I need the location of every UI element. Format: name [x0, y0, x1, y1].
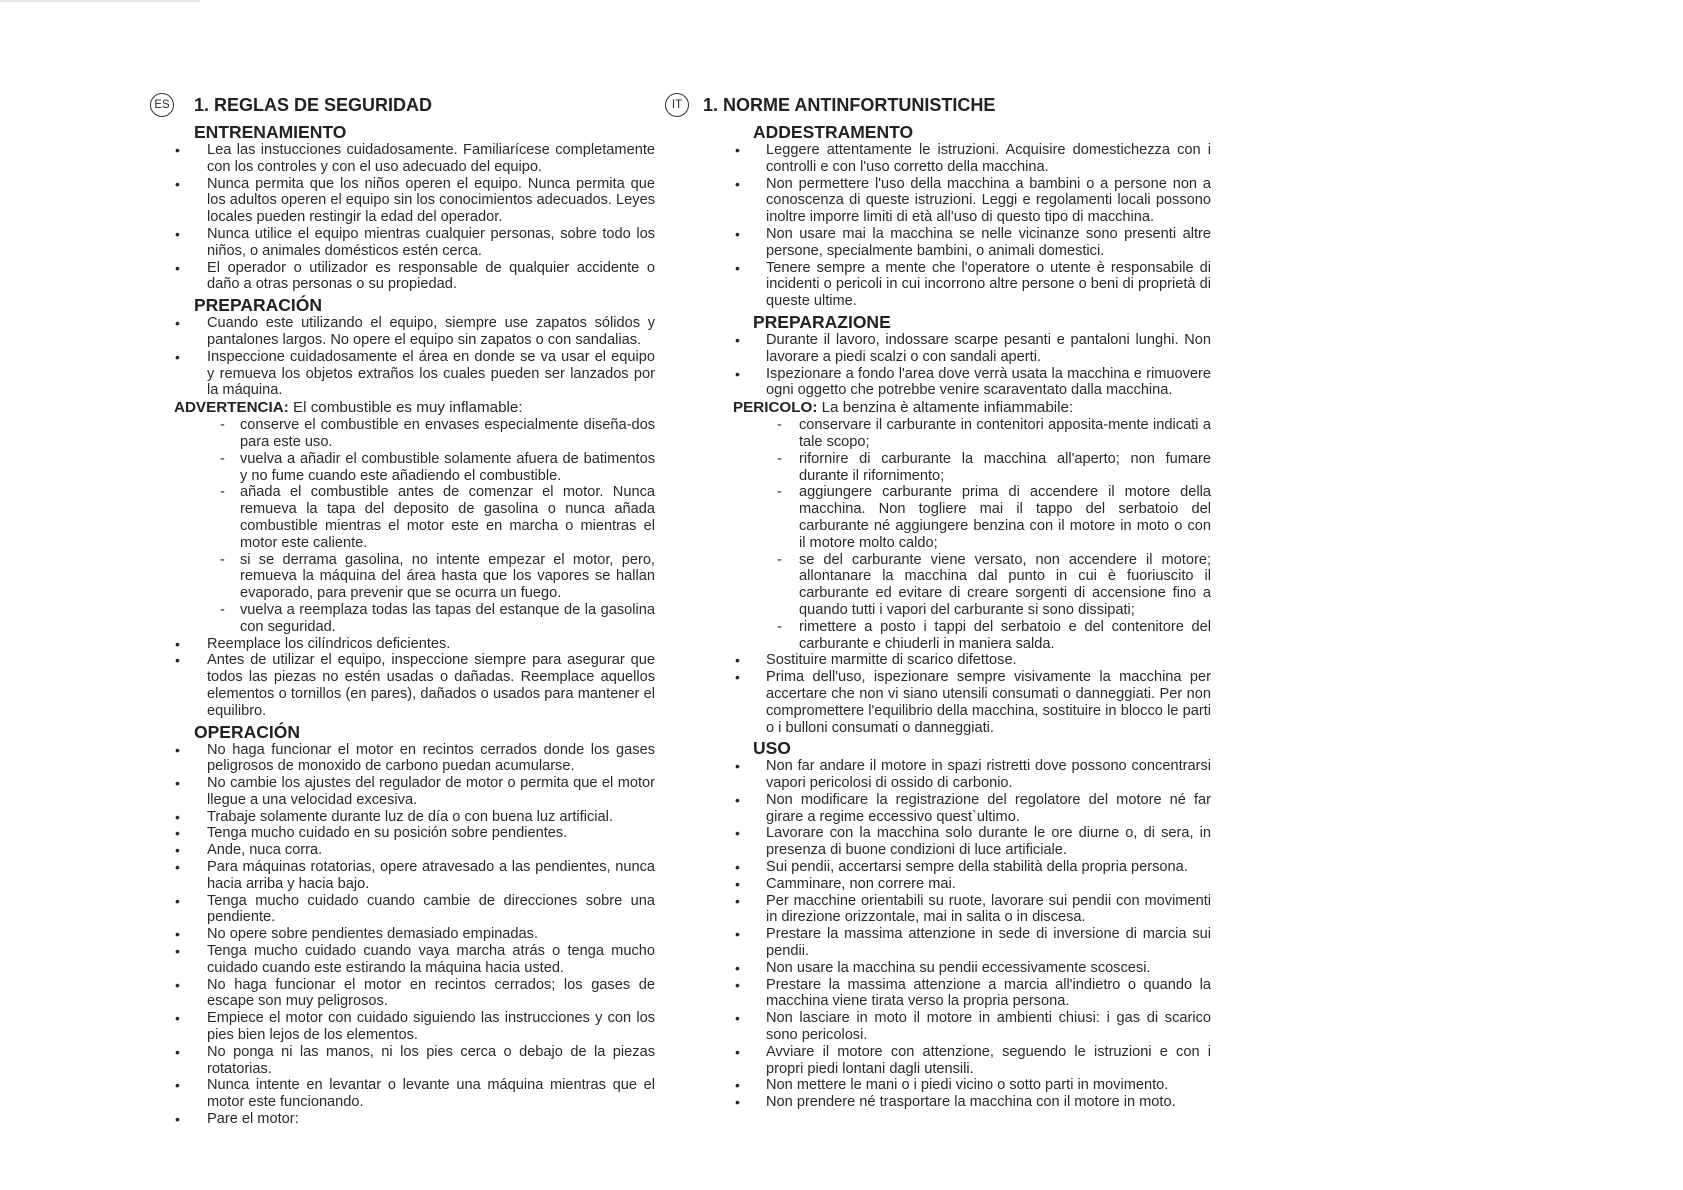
list-item: - conservare il carburante in contenitori apposita-mente indicati a tale scopo;: [703, 417, 1211, 451]
heading-preparation-es: PREPARACIÓN: [194, 295, 323, 316]
list-item: • Prestare la massima attenzione in sede di inversione di marcia sui pendii.: [703, 926, 1211, 960]
list-item: • Non prendere né trasportare la macchina con il motore in moto.: [703, 1094, 1211, 1111]
list-item: • No opere sobre pendientes demasiado empinadas.: [150, 926, 655, 943]
section-header-es: [150, 90, 655, 120]
preparation-list-it: [703, 332, 1211, 399]
list-item: • Nunca utilice el equipo mientras cualquier personas, sobre todo los niños, o animales domésticos estén cerca.: [150, 226, 655, 260]
list-item: - añada el combustible antes de comenzar el motor. Nunca remueva la tapa del deposito de gasolina o nunca añada combustible mientras el motor este en marcha o mientras el motor este caliente.: [150, 484, 655, 551]
heading-training-it: ADDESTRAMENTO: [753, 122, 914, 142]
list-item: • Tenga mucho cuidado en su posición sobre pendientes.: [150, 825, 655, 842]
warning-list-it: [703, 417, 1211, 652]
list-item: • Tenga mucho cuidado cuando vaya marcha atrás o tenga mucho cuidado cuando este estirando la máquina hacia usted.: [150, 943, 655, 977]
list-item: • Antes de utilizar el equipo, inspeccione siempre para asegurar que todos las piezas no estén usadas o dañadas. Reemplace aquellos elementos o tornillos (en pares), dañados o usados para mantener el equilibro.: [150, 652, 655, 719]
warning-line-es: [174, 399, 655, 417]
list-item: • Leggere attentamente le istruzioni. Acquisire domestichezza con i controlli e con l'uso corretto della macchina.: [703, 142, 1211, 176]
list-item: • Lavorare con la macchina solo durante le ore diurne o, di sera, in presenza di buone condizioni di luce artificiale.: [703, 825, 1211, 859]
list-item: • Camminare, non correre mai.: [703, 876, 1211, 893]
language-badge-it: IT: [665, 93, 689, 117]
warning-label-it: PERICOLO:: [733, 399, 818, 417]
list-item: - si se derrama gasolina, no intente empezar el motor, pero, remueva la máquina del área hasta que los vapores se hallan evaporado, para prevenir que se ocurra un fuego.: [150, 552, 655, 602]
list-item: • Per macchine orientabili su ruote, lavorare sui pendii con movimenti in direzione orizzontale, mai in salita o in discesa.: [703, 893, 1211, 927]
training-list-it: [703, 142, 1211, 310]
preparation-list-2-es: [150, 636, 655, 720]
list-item: • Nunca permita que los niños operen el equipo. Nunca permita que los adultos operen el equipo sin los conocimientos adecuados. Leyes locales pueden restingir la edad del operador.: [150, 176, 655, 226]
warning-text-it: La benzina è altamente infiammabile:: [817, 399, 1074, 417]
list-item: • Non usare mai la macchina se nelle vicinanze sono presenti altre persone, specialmente bambini, o animali domestici.: [703, 226, 1211, 260]
list-item: • No haga funcionar el motor en recintos cerrados; los gases de escape son muy peligrosos.: [150, 977, 655, 1011]
list-item: • No cambie los ajustes del regulador de motor o permita que el motor llegue a una velocidad excesiva.: [150, 775, 655, 809]
section-title-es: 1. REGLAS DE SEGURIDAD: [194, 94, 433, 115]
section-title-it: 1. NORME ANTINFORTUNISTICHE: [703, 94, 996, 115]
list-item: • Ande, nuca corra.: [150, 842, 655, 859]
training-list-es: [150, 142, 655, 293]
list-item: • Non modificare la registrazione del regolatore del motore né far girare a regime eccessivo quest`ultimo.: [703, 792, 1211, 826]
language-badge-es: ES: [150, 93, 174, 117]
list-item: - se del carburante viene versato, non accendere il motore; allontanare la macchina dal punto in cui è fuoriuscito il carburante ed evitare di creare sorgenti di accensione fino a quando tutti i vapori del carburante si sono dissipati;: [703, 552, 1211, 619]
list-item: • Trabaje solamente durante luz de día o con buena luz artificial.: [150, 809, 655, 826]
list-item: • Cuando este utilizando el equipo, siempre use zapatos sólidos y pantalones largos. No opere el equipo sin zapatos o con sandalias.: [150, 315, 655, 349]
list-item: - vuelva a reemplaza todas las tapas del estanque de la gasolina con seguridad.: [150, 602, 655, 636]
list-item: • Prima dell'uso, ispezionare sempre visivamente la macchina per accertare che non vi siano utensili consumati o danneggiati. Per non compromettere l'equilibrio della macchina, sostituire in blocco le parti o i bulloni consumati o danneggiati.: [703, 669, 1211, 736]
list-item: • Reemplace los cilíndricos deficientes.: [150, 636, 655, 653]
heading-operation-es: OPERACIÓN: [194, 721, 300, 742]
operation-list-it: [703, 758, 1211, 1111]
heading-training-es: ENTRENAMIENTO: [194, 122, 347, 142]
list-item: • Prestare la massima attenzione a marcia all'indietro o quando la macchina viene tirata verso la propria persona.: [703, 977, 1211, 1011]
list-item: - aggiungere carburante prima di accendere il motore della macchina. Non togliere mai il tappo del serbatoio del carburante né aggiungere benzina con il motore in moto o con il motore molto caldo;: [703, 484, 1211, 551]
list-item: • Durante il lavoro, indossare scarpe pesanti e pantaloni lunghi. Non lavorare a piedi scalzi o con sandali aperti.: [703, 332, 1211, 366]
heading-operation-it: USO: [753, 738, 791, 759]
list-item: • Non lasciare in moto il motore in ambienti chiusi: i gas di scarico sono pericolosi.: [703, 1010, 1211, 1044]
section-header-it: [671, 90, 1211, 120]
list-item: • No haga funcionar el motor en recintos cerrados donde los gases peligrosos de monoxido de carbono puedan acumularse.: [150, 742, 655, 776]
preparation-list-2-it: [703, 652, 1211, 736]
list-item: • El operador o utilizador es responsable de qualquier accidente o daño a otras personas o su propiedad.: [150, 260, 655, 294]
list-item: • Inspeccione cuidadosamente el área en donde se va usar el equipo y remueva los objetos extraños los cuales pueden ser lanzados por la máquina.: [150, 349, 655, 399]
list-item: • Non usare la macchina su pendii eccessivamente scoscesi.: [703, 960, 1211, 977]
preparation-list-es: [150, 315, 655, 399]
list-item: - vuelva a añadir el combustible solamente afuera de batimentos y no fume cuando este añadiendo el combustible.: [150, 451, 655, 485]
list-item: • Para máquinas rotatorias, opere atravesado a las pendientes, nunca hacia arriba y hacia bajo.: [150, 859, 655, 893]
italian-column: [671, 90, 1211, 1111]
list-item: • Nunca intente en levantar o levante una máquina mientras que el motor este funcionando.: [150, 1077, 655, 1111]
spanish-column: [150, 90, 655, 1128]
warning-label-es: ADVERTENCIA:: [174, 399, 289, 417]
list-item: • No ponga ni las manos, ni los pies cerca o debajo de la piezas rotatorias.: [150, 1044, 655, 1078]
list-item: • Ispezionare a fondo l'area dove verrà usata la macchina e rimuovere ogni oggetto che potrebbe venire scaraventato dalla macchina.: [703, 366, 1211, 400]
scan-edge-line: [0, 0, 200, 2]
heading-preparation-it: PREPARAZIONE: [753, 311, 891, 332]
warning-line-it: [733, 399, 1211, 417]
list-item: • Non permettere l'uso della macchina a bambini o a persone non a conoscenza di queste istruzioni. Leggi e regolamenti locali possono inoltre imporre limiti di età all'uso di questo tipo di macchina.: [703, 176, 1211, 226]
list-item: - conserve el combustible en envases especialmente diseña-dos para este uso.: [150, 417, 655, 451]
warning-text-es: El combustible es muy inflamable:: [288, 399, 523, 417]
list-item: • Non mettere le mani o i piedi vicino o sotto parti in movimento.: [703, 1077, 1211, 1094]
list-item: • Non far andare il motore in spazi ristretti dove possono concentrarsi vapori pericolosi di ossido di carbonio.: [703, 758, 1211, 792]
warning-list-es: [150, 417, 655, 635]
list-item: • Avviare il motore con attenzione, seguendo le istruzioni e con i propri piedi lontani dagli utensili.: [703, 1044, 1211, 1078]
list-item: • Tenga mucho cuidado cuando cambie de direcciones sobre una pendiente.: [150, 893, 655, 927]
list-item: - rifornire di carburante la macchina all'aperto; non fumare durante il rifornimento;: [703, 451, 1211, 485]
list-item: • Pare el motor:: [150, 1111, 655, 1128]
list-item: • Empiece el motor con cuidado siguiendo las instrucciones y con los pies bien lejos de los elementos.: [150, 1010, 655, 1044]
list-item: • Sui pendii, accertarsi sempre della stabilità della propria persona.: [703, 859, 1211, 876]
list-item: - rimettere a posto i tappi del serbatoio e del contenitore del carburante e chiuderli in maniera salda.: [703, 619, 1211, 653]
list-item: • Tenere sempre a mente che l'operatore o utente è responsabile di incidenti o pericoli in cui incorrono altre persone o beni di proprietà di queste ultime.: [703, 260, 1211, 310]
operation-list-es: [150, 742, 655, 1128]
list-item: • Lea las instucciones cuidadosamente. Familiarícese completamente con los controles y con el uso adecuado del equipo.: [150, 142, 655, 176]
list-item: • Sostituire marmitte di scarico difettose.: [703, 652, 1211, 669]
